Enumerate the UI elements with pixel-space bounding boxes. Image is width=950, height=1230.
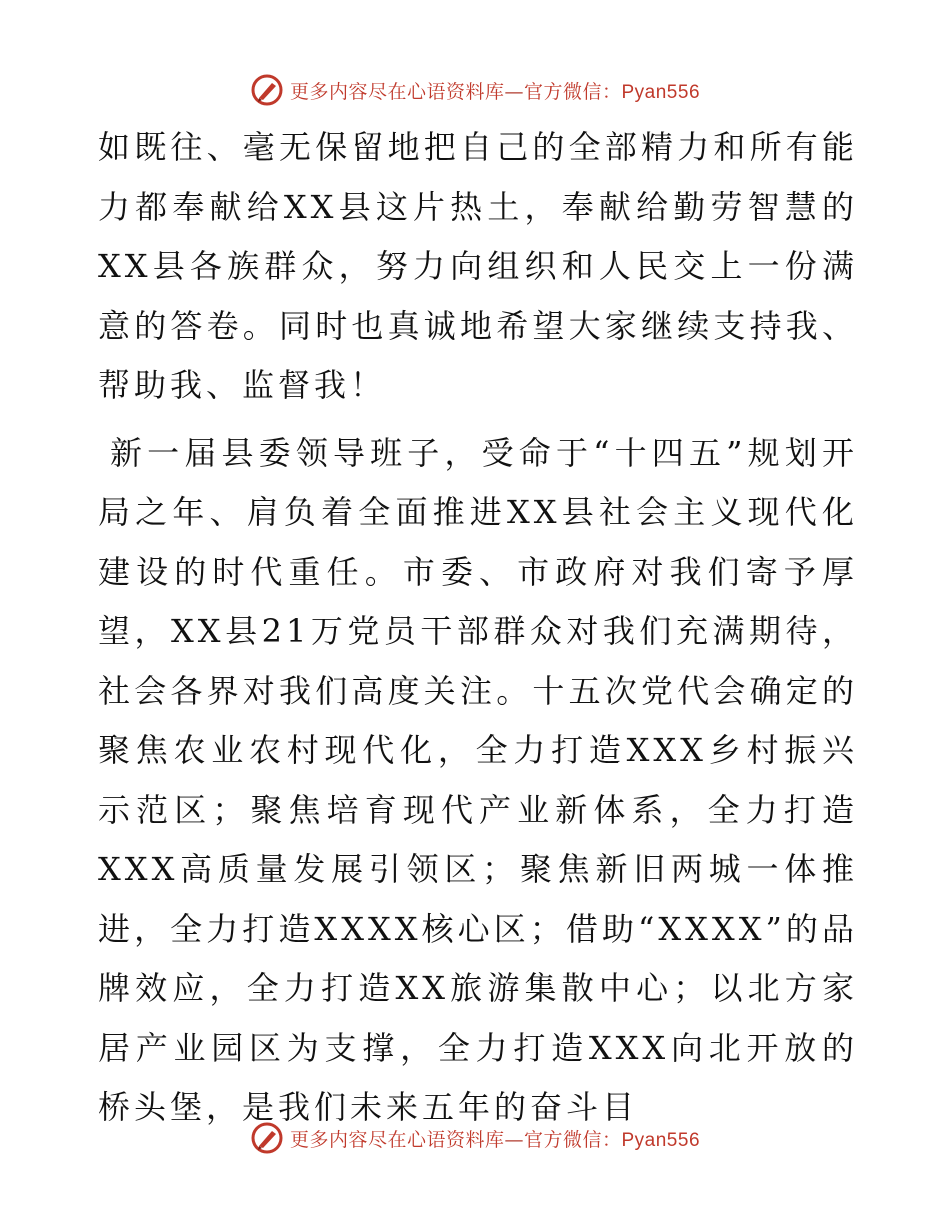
watermark-dash: — (504, 80, 524, 103)
watermark-site-text: 更多内容尽在心语资料库 (289, 80, 505, 103)
paragraph-2: 新一届县委领导班子，受命于“十四五”规划开局之年、肩负着全面推进XX县社会主义现代化建设的时代重任。市委、市政府对我们寄予厚望，XX县21万党员干部群众对我们充满期待，社会各界对我们高度关注。十五次党代会确定的聚焦农业农村现代化，全力打造XXX乡村振兴示范区；聚焦培育现代产业新体系，全力打造XXX高质量发展引领区；聚焦新旧两城一体推进，全力打造XXXX核心区；借助“XXXX”的品牌效应，全力打造XX旅游集散中心；以北方家居产业园区为支撑，全力打造XXX向北开放的桥头堡，是我们未来五年的奋斗目 (98, 433, 858, 1126)
footer-watermark (0, 1118, 950, 1158)
header-watermark (0, 70, 950, 110)
document-body (98, 118, 858, 1138)
pen-logo-icon (250, 73, 284, 107)
watermark-wechat-id: Pyan556 (621, 1129, 701, 1151)
watermark-site-text: 更多内容尽在心语资料库 (289, 1128, 505, 1151)
watermark-wechat-label: 官方微信： (523, 80, 622, 103)
watermark-wechat-id: Pyan556 (621, 81, 701, 103)
watermark-dash: — (504, 1128, 524, 1151)
pen-logo-icon (250, 1121, 284, 1155)
watermark-text (290, 77, 700, 104)
watermark-wechat-label: 官方微信： (523, 1128, 622, 1151)
watermark-text (290, 1125, 700, 1152)
paragraph-1: 如既往、毫无保留地把自己的全部精力和所有能力都奉献给XX县这片热土，奉献给勤劳智慧的XX县各族群众，努力向组织和人民交上一份满意的答卷。同时也真诚地希望大家继续支持我、帮助我、监督我！ (98, 128, 858, 404)
